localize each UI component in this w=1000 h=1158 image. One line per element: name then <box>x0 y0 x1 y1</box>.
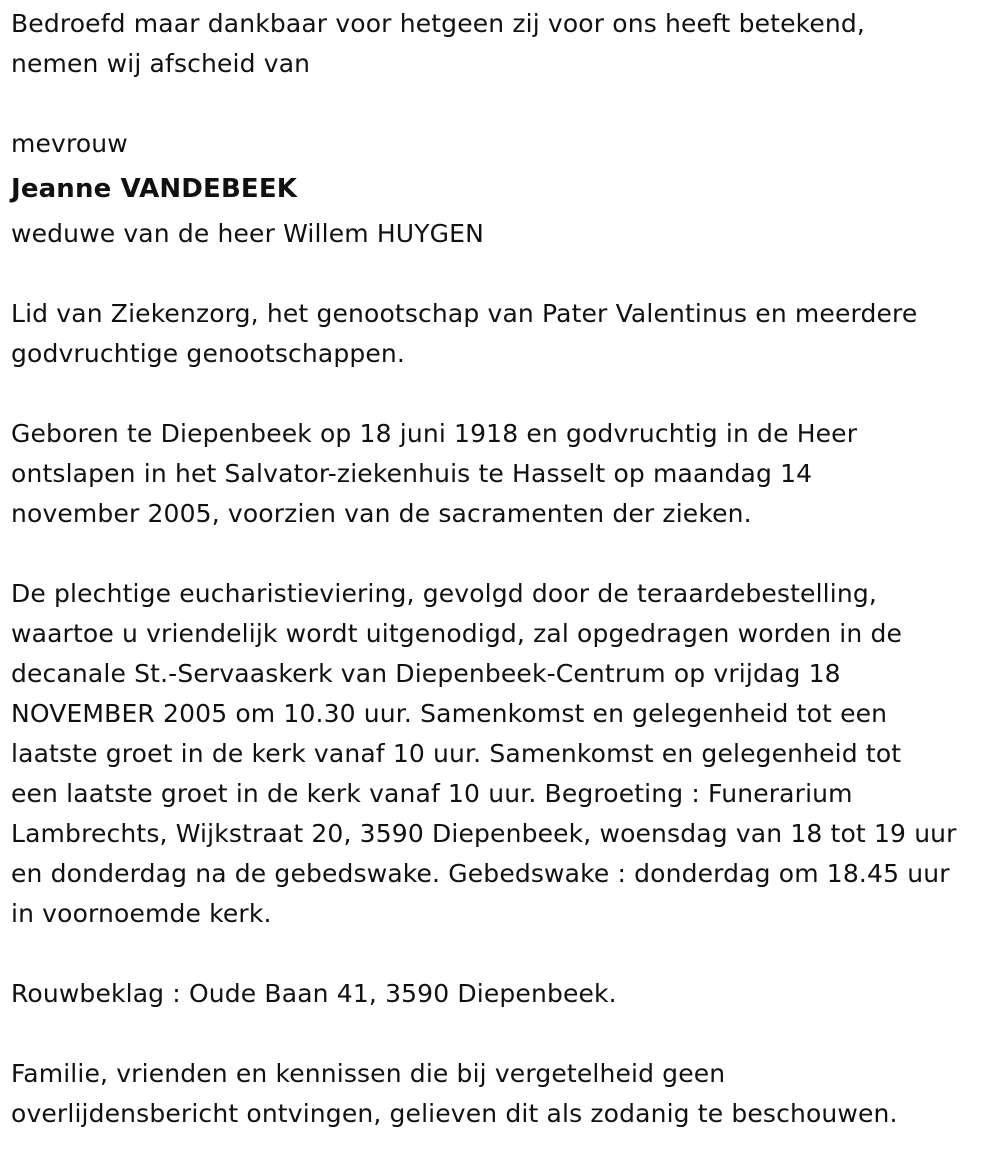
intro-line-1: Bedroefd maar dankbaar voor hetgeen zij voor ons heeft betekend, <box>11 9 866 38</box>
mourning-address-paragraph <box>11 974 995 1014</box>
ceremony-line-3: decanale St.-Servaaskerk van Diepenbeek-Centrum op vrijdag 18 <box>11 659 841 688</box>
ceremony-paragraph <box>11 574 995 934</box>
intro-line-2: nemen wij afscheid van <box>11 49 311 78</box>
birth-death-line-1: Geboren te Diepenbeek op 18 juni 1918 en godvruchtig in de Heer <box>11 419 858 448</box>
ceremony-line-5: laatste groet in de kerk vanaf 10 uur. Samenkomst en gelegenheid tot <box>11 739 902 768</box>
death-notice <box>11 4 995 1134</box>
membership-line-1: Lid van Ziekenzorg, het genootschap van Pater Valentinus en meerdere <box>11 299 918 328</box>
ceremony-line-1: De plechtige eucharistieviering, gevolgd door de teraardebestelling, <box>11 579 877 608</box>
ceremony-line-7: Lambrechts, Wijkstraat 20, 3590 Diepenbeek, woensdag van 18 tot 19 uur <box>11 819 957 848</box>
closing-line-2: overlijdensbericht ontvingen, gelieven dit als zodanig te beschouwen. <box>11 1099 898 1128</box>
ceremony-line-8: en donderdag na de gebedswake. Gebedswake : donderdag om 18.45 uur <box>11 859 950 888</box>
membership-paragraph <box>11 294 995 374</box>
mourning-address-line: Rouwbeklag : Oude Baan 41, 3590 Diepenbeek. <box>11 979 617 1008</box>
ceremony-line-2: waartoe u vriendelijk wordt uitgenodigd, zal opgedragen worden in de <box>11 619 903 648</box>
birth-death-line-3: november 2005, voorzien van de sacramenten der zieken. <box>11 499 752 528</box>
honorific: mevrouw <box>11 129 128 158</box>
ceremony-line-4: NOVEMBER 2005 om 10.30 uur. Samenkomst en gelegenheid tot een <box>11 699 888 728</box>
membership-line-2: godvruchtige genootschappen. <box>11 339 406 368</box>
closing-line-1: Familie, vrienden en kennissen die bij vergetelheid geen <box>11 1059 726 1088</box>
ceremony-line-6: een laatste groet in de kerk vanaf 10 uur. Begroeting : Funerarium <box>11 779 853 808</box>
intro-paragraph <box>11 4 995 84</box>
birth-death-paragraph <box>11 414 995 534</box>
deceased-block <box>11 124 995 254</box>
ceremony-line-9: in voornoemde kerk. <box>11 899 272 928</box>
deceased-name: Jeanne VANDEBEEK <box>11 174 298 204</box>
relation-line: weduwe van de heer Willem HUYGEN <box>11 219 484 248</box>
closing-paragraph <box>11 1054 995 1134</box>
birth-death-line-2: ontslapen in het Salvator-ziekenhuis te Hasselt op maandag 14 <box>11 459 813 488</box>
